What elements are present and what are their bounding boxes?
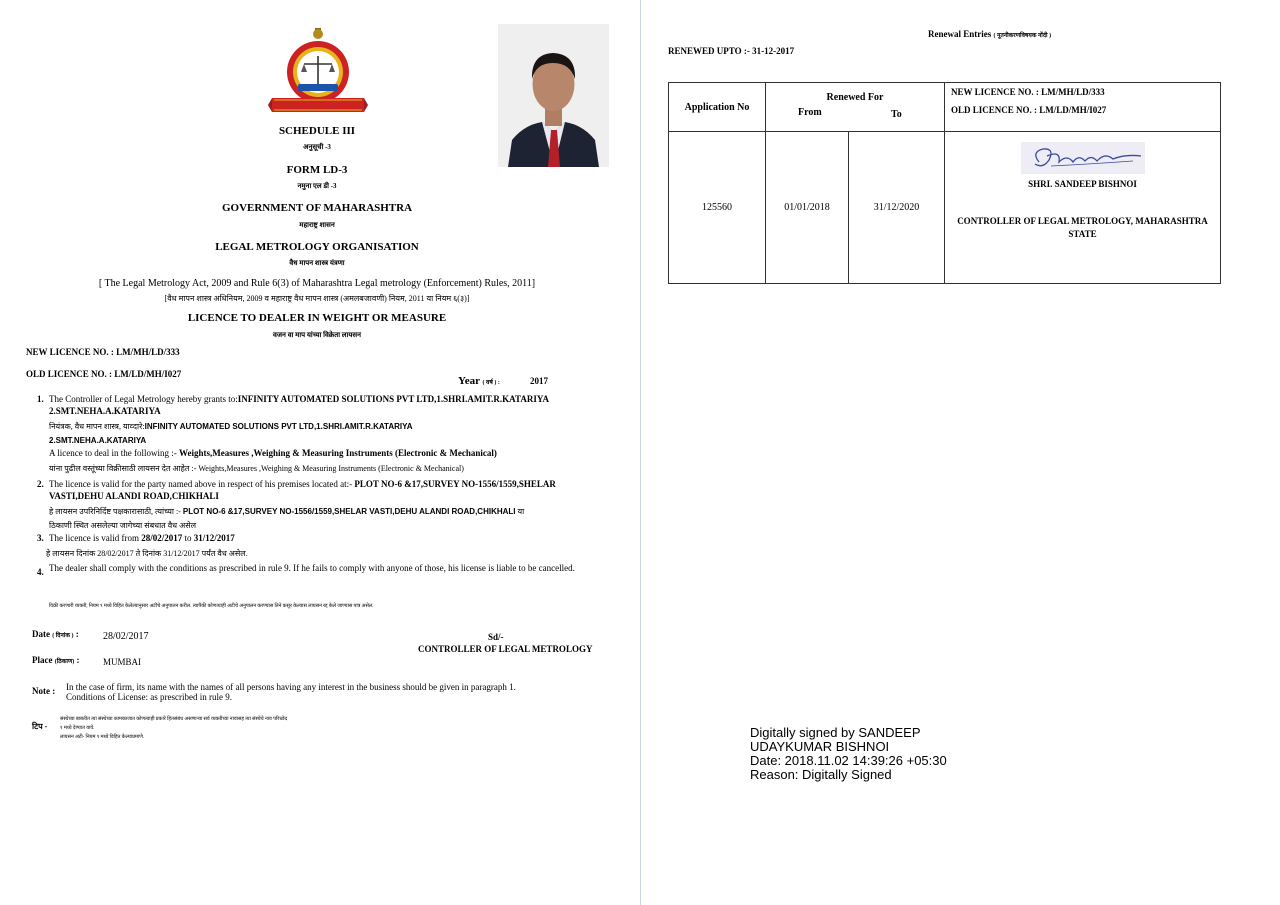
renewal-old-licence: OLD LICENCE NO. : LM/LD/MH/I027 xyxy=(951,105,1107,115)
cell-application-no: 125560 xyxy=(669,132,766,284)
clause-4-number: 4. xyxy=(37,567,44,577)
clause-3-text-marathi: हे लायसन दिनांक 28/02/2017 ते दिनांक 31/12/2017 पर्यंत वैध असेल. xyxy=(46,549,248,558)
form-title-marathi: नमुना एल डी -3 xyxy=(297,182,337,190)
digital-signature-line-3: Date: 2018.11.02 14:39:26 +05:30 xyxy=(750,753,947,768)
note-label: Note : xyxy=(32,686,56,696)
col-from: From xyxy=(798,106,822,118)
clause-4-text-marathi: विक्री करणारी व्यक्ती, नियम ९ मध्ये विहित केलेल्यानुसार अटींचे अनुपालन करील. त्यापैकी कोणत्याही अटीचे अनुपालन करण्यास तिने कसूर केल्यास लायसन रद्द केले जाण्यास पात्र असेल. xyxy=(49,604,374,609)
tip-line-2: १ मध्ये देण्यात यावे. xyxy=(60,726,95,731)
col-renewed-for xyxy=(766,83,945,132)
note-line-2: Conditions of License: as prescribed in rule 9. xyxy=(66,692,232,702)
place-value: MUMBAI xyxy=(103,657,142,667)
renewal-title: Renewal Entries ( नूतनीकरणविषयक नोंदी ) xyxy=(928,29,1052,39)
clause-1-deal: A licence to deal in the following :- Weights,Measures ,Weighing & Measuring Instruments (Electronic & Mechanical) xyxy=(49,448,497,458)
place-label: Place (ठिकाण) : xyxy=(32,655,80,665)
government-title-marathi: महाराष्ट्र शासन xyxy=(299,221,335,229)
tip-line-1: संस्थेच्या बाबतीत त्या संस्थेच्या कामकाजात कोणत्याही प्रकारे हितसंबंध असणाऱ्या सर्व व्यक्तीच्या नावासह त्या संस्थेचे नाव परिच्छेद xyxy=(60,717,288,722)
cell-signatory xyxy=(945,132,1221,284)
signatory-designation: CONTROLLER OF LEGAL METROLOGY, MAHARASHTRA STATE xyxy=(957,216,1208,239)
col-to: To xyxy=(891,108,902,120)
handwritten-signature-icon xyxy=(1021,142,1145,174)
controller-designation: CONTROLLER OF LEGAL METROLOGY xyxy=(418,644,593,654)
col-application-no: Application No xyxy=(669,83,766,132)
renewed-upto: RENEWED UPTO :- 31-12-2017 xyxy=(668,46,795,56)
renewed-for-label: Renewed For xyxy=(826,91,884,103)
new-licence-number: NEW LICENCE NO. : LM/MH/LD/333 xyxy=(26,347,180,357)
digital-signature-line-4: Reason: Digitally Signed xyxy=(750,767,892,782)
act-reference-marathi: [वैध मापन शास्त्र अधिनियम, 2009 व महाराष्ट्र वैध मापन शास्त्र (अमलबजावणी) नियम, 2011 या नियम ६(३)] xyxy=(164,294,470,303)
year-value: 2017 xyxy=(530,376,548,386)
page-divider xyxy=(640,0,641,905)
digital-signature-line-1: Digitally signed by SANDEEP xyxy=(750,725,921,740)
clause-1-party-2: 2.SMT.NEHA.A.KATARIYA xyxy=(49,406,161,416)
clause-1-number: 1. xyxy=(37,394,44,404)
renewal-new-licence: NEW LICENCE NO. : LM/MH/LD/333 xyxy=(951,87,1105,97)
cell-from-date: 01/01/2018 xyxy=(766,132,849,284)
tip-line-3: लायसन अटी- नियम ९ मध्ये विहित केल्याप्रमाणे. xyxy=(60,735,145,740)
clause-4-text: The dealer shall comply with the conditions as prescribed in rule 9. If he fails to comply with anyone of those, his license is liable to be cancelled. xyxy=(49,563,575,573)
renewal-table xyxy=(668,82,1221,284)
clause-2-text-marathi: हे लायसन उपरिनिर्दिष्ट पक्षकारासाठी, त्यांच्या :- PLOT NO-6 &17,SURVEY NO-1556/1559,SHELAR VASTI,DEHU ALANDI ROAD,CHIKHALI या xyxy=(49,507,525,516)
old-licence-number: OLD LICENCE NO. : LM/LD/MH/I027 xyxy=(26,369,182,379)
clause-1-text-marathi: नियंत्रक, वैध मापन शास्त्र, याव्दारे:INFINITY AUTOMATED SOLUTIONS PVT LTD,1.SHRI.AMIT.R.KATARIYA xyxy=(49,422,413,431)
clause-2-text: The licence is valid for the party named above in respect of his premises located at:- PLOT NO-6 &17,SURVEY NO-1556/1559,SHELAR xyxy=(49,479,556,489)
clause-3-text: The licence is valid from 28/02/2017 to 31/12/2017 xyxy=(49,533,235,543)
schedule-title: SCHEDULE III xyxy=(278,125,356,137)
year-label: Year ( वर्ष ) : xyxy=(458,375,500,387)
licence-title: LICENCE TO DEALER IN WEIGHT OR MEASURE xyxy=(187,312,447,324)
act-reference: [ The Legal Metrology Act, 2009 and Rule 6(3) of Maharashtra Legal metrology (Enforcement) Rules, 2011] xyxy=(98,278,536,289)
date-label: Date ( दिनांक ) : xyxy=(32,629,79,639)
clause-2-text-marathi-2: ठिकाणी स्थित असलेल्या जागेच्या संबधात वैध असेल xyxy=(49,521,197,530)
signed-mark: Sd/- xyxy=(488,632,504,642)
tip-label: टिप - xyxy=(32,722,48,731)
digital-signature-block xyxy=(750,726,947,782)
clause-1-party-2-marathi: 2.SMT.NEHA.A.KATARIYA xyxy=(49,436,147,445)
maharashtra-police-emblem-icon xyxy=(268,22,368,118)
clause-2-address-2: VASTI,DEHU ALANDI ROAD,CHIKHALI xyxy=(49,491,219,501)
clause-2-number: 2. xyxy=(37,479,44,489)
form-title: FORM LD-3 xyxy=(286,164,348,176)
clause-1-deal-marathi: यांना पुढील वस्तूंच्या विक्रीसाठी लायसन देत आहेत :- Weights,Measures ,Weighing & Measuring Instruments (Electronic & Mechanical) xyxy=(49,464,464,473)
organisation-title-marathi: वैध मापन शास्त्र यंत्रणा xyxy=(289,259,345,267)
government-title: GOVERNMENT OF MAHARASHTRA xyxy=(221,202,413,214)
organisation-title: LEGAL METROLOGY ORGANISATION xyxy=(215,241,419,253)
date-value: 28/02/2017 xyxy=(103,631,149,642)
digital-signature-line-2: UDAYKUMAR BISHNOI xyxy=(750,739,890,754)
clause-3-number: 3. xyxy=(37,533,44,543)
cell-to-date: 31/12/2020 xyxy=(849,132,945,284)
clause-1-text: The Controller of Legal Metrology hereby grants to:INFINITY AUTOMATED SOLUTIONS PVT LTD,1.SHRI.AMIT.R.KATARIYA xyxy=(49,394,550,404)
schedule-title-marathi: अनुसूची -3 xyxy=(303,143,331,151)
licence-title-marathi: वजन वा माप यांच्या विक्रेता लायसन xyxy=(272,331,362,339)
col-licence-numbers xyxy=(945,83,1221,132)
note-line-1: In the case of firm, its name with the names of all persons having any interest in the business should be given in paragraph 1. xyxy=(66,682,516,692)
signatory-name: SHRI. SANDEEP BISHNOI xyxy=(1028,179,1137,189)
